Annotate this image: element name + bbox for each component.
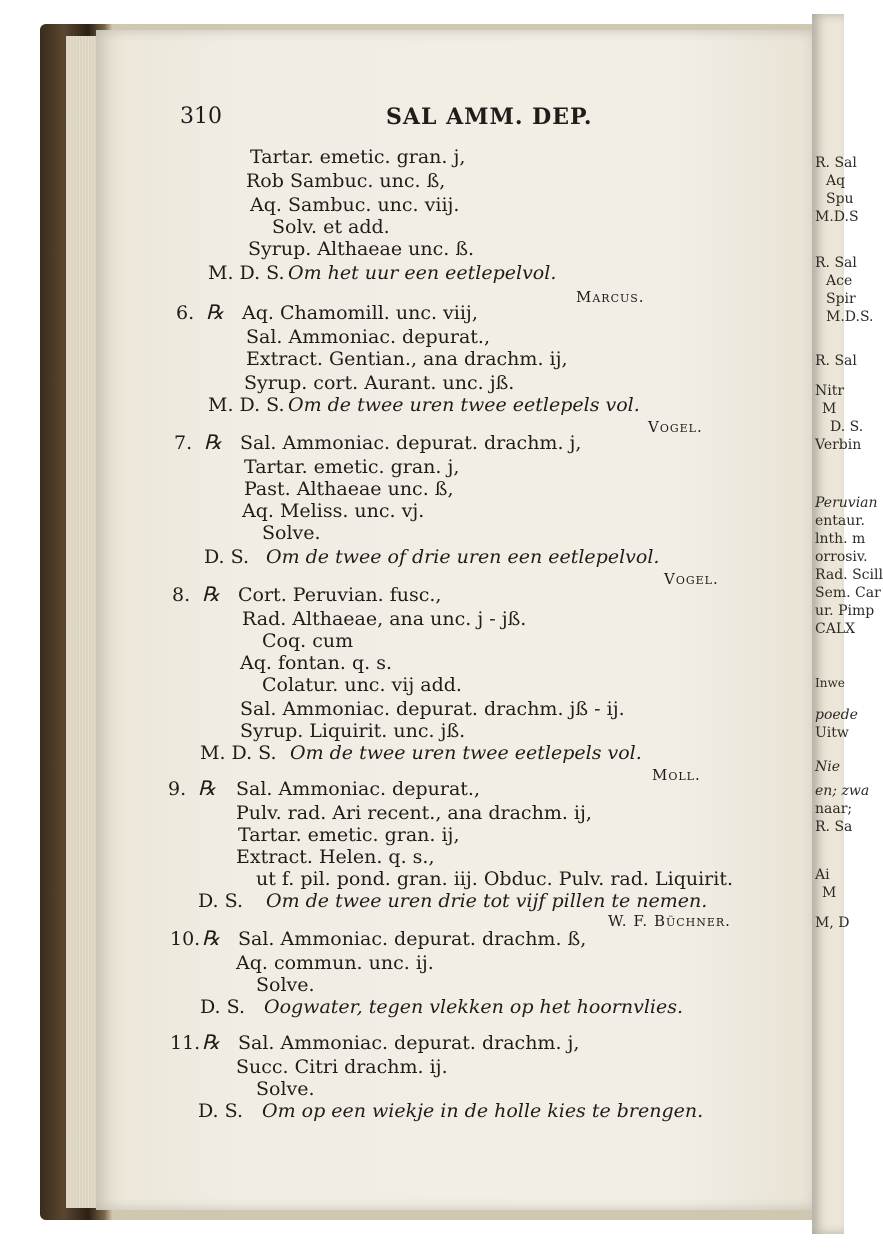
recipe-number: 9. (168, 778, 187, 800)
instruction-line: Om de twee uren twee eetlepels vol. (290, 742, 642, 764)
recipe-symbol: ℞ (202, 582, 220, 606)
next-page-text: Spu (826, 191, 854, 207)
recipe-line: Succ. Citri drachm. ij. (236, 1056, 448, 1078)
recipe-line: Extract. Gentian., ana drachm. ij, (246, 348, 568, 370)
recipe-number: 8. (172, 584, 191, 606)
next-page-text: orrosiv. (815, 549, 868, 565)
next-page-text: D. S. (830, 419, 864, 435)
next-page-text: lnth. m (815, 531, 866, 547)
recipe-symbol: ℞ (204, 430, 222, 454)
recipe-line: Sal. Ammoniac. depurat., (246, 326, 490, 348)
recipe-number: 7. (174, 432, 193, 454)
recipe-number: 11. (170, 1032, 201, 1054)
next-page-text: Nitr (815, 383, 845, 399)
next-page-text: Spir (826, 291, 856, 307)
recipe-line: Aq. Chamomill. unc. viij, (242, 302, 478, 324)
next-page-text: en; zwa (815, 783, 870, 799)
recipe-line: Tartar. emetic. gran. ij, (238, 824, 460, 846)
next-page-edge (812, 14, 883, 1234)
signature-abbrev: D. S. (204, 546, 250, 568)
next-page-text: ur. Pimp (815, 603, 875, 619)
instruction-line: Oogwater, tegen vlekken op het hoornvlies. (264, 996, 684, 1018)
next-page-text: Inwe (815, 676, 845, 690)
next-page-text: Uitw (815, 725, 849, 741)
next-page-text: R. Sa (815, 819, 853, 835)
next-page-text: Ace (826, 273, 853, 289)
recipe-line: Tartar. emetic. gran. j, (244, 456, 460, 478)
instruction-line: Om het uur een eetlepelvol. (288, 262, 557, 284)
recipe-line: Pulv. rad. Ari recent., ana drachm. ij, (236, 802, 592, 824)
recipe-line: Rad. Althaeae, ana unc. j - jß. (242, 608, 527, 630)
next-page-text: entaur. (815, 513, 865, 529)
next-page-text: R. Sal (815, 255, 857, 271)
signature-abbrev: D. S. (198, 1100, 244, 1122)
page-edges (66, 36, 98, 1208)
next-page-text: Ai (815, 867, 830, 883)
instruction-line: Om op een wiekje in de holle kies te brengen. (262, 1100, 704, 1122)
recipe-line: Aq. Meliss. unc. vj. (242, 500, 425, 522)
next-page-text: M (822, 401, 837, 417)
recipe-symbol: ℞ (198, 776, 216, 800)
recipe-line: Tartar. emetic. gran. j, (250, 146, 466, 168)
next-page-text: poede (815, 707, 858, 723)
next-page-text: R. Sal (815, 353, 857, 369)
recipe-symbol: ℞ (206, 300, 224, 324)
recipe-line: Aq. fontan. q. s. (240, 652, 392, 674)
recipe-line: Solve. (256, 974, 315, 996)
next-page-text: R. Sal (815, 155, 857, 171)
recipe-line: Sal. Ammoniac. depurat. drachm. ß, (238, 928, 587, 950)
next-page-text: Peruvian (815, 495, 878, 511)
recipe-line: Colatur. unc. vij add. (262, 674, 462, 696)
recipe-line: Syrup. cort. Aurant. unc. jß. (244, 372, 515, 394)
instruction-line: Om de twee uren drie tot vijf pillen te nemen. (266, 890, 708, 912)
next-page-text: Sem. Car (815, 585, 881, 601)
signature-abbrev: M. D. S. (200, 742, 277, 764)
recipe-line: Syrup. Liquirit. unc. jß. (240, 720, 466, 742)
next-page-text: Verbin (815, 437, 862, 453)
recipe-symbol: ℞ (202, 1030, 220, 1054)
signature-abbrev: M. D. S. (208, 394, 285, 416)
author-credit: W. F. Büchner. (608, 912, 731, 930)
instruction-line: Om de twee uren twee eetlepels vol. (288, 394, 640, 416)
recipe-line: Sal. Ammoniac. depurat. drachm. j, (240, 432, 582, 454)
recipe-line: Syrup. Althaeae unc. ß. (248, 238, 475, 260)
recipe-line: ut f. pil. pond. gran. iij. Obduc. Pulv. rad. Liquirit. (256, 868, 734, 890)
signature-abbrev: D. S. (200, 996, 246, 1018)
signature-abbrev: D. S. (198, 890, 244, 912)
next-page-text: naar; (815, 801, 853, 817)
instruction-line: Om de twee of drie uren een eetlepelvol. (266, 546, 660, 568)
next-page-text: M.D.S. (826, 309, 874, 325)
recipe-line: Sal. Ammoniac. depurat. drachm. jß - ij. (240, 698, 625, 720)
next-page-text: M.D.S (815, 209, 859, 225)
next-page-text: Rad. Scill (815, 567, 883, 583)
recipe-line: Solve. (256, 1078, 315, 1100)
recipe-number: 6. (176, 302, 195, 324)
next-page-text: M, D (815, 915, 850, 931)
recipe-line: Solve. (262, 522, 321, 544)
next-page-text: CALX (815, 621, 856, 637)
recipe-line: Rob Sambuc. unc. ß, (246, 170, 446, 192)
signature-abbrev: M. D. S. (208, 262, 285, 284)
recipe-number: 10. (170, 928, 201, 950)
author-credit: Vogel. (648, 418, 703, 436)
next-page-text: M (822, 885, 837, 901)
recipe-line: Sal. Ammoniac. depurat., (236, 778, 480, 800)
author-credit: Vogel. (664, 570, 719, 588)
recipe-line: Past. Althaeae unc. ß, (244, 478, 454, 500)
recipe-line: Aq. Sambuc. unc. viij. (250, 194, 460, 216)
recipe-line: Extract. Helen. q. s., (236, 846, 435, 868)
recipe-symbol: ℞ (202, 926, 220, 950)
author-credit: Moll. (652, 766, 701, 784)
next-page-text: Nie (815, 759, 841, 775)
recipe-line: Aq. commun. unc. ij. (236, 952, 434, 974)
next-page-text: Aq (826, 173, 846, 189)
recipe-line: Coq. cum (262, 630, 354, 652)
page-header (180, 104, 740, 134)
recipe-line: Solv. et add. (272, 216, 390, 238)
author-credit: Marcus. (576, 288, 645, 306)
running-head: SAL AMM. DEP. (386, 104, 593, 130)
recipe-line: Cort. Peruvian. fusc., (238, 584, 442, 606)
page-number: 310 (180, 104, 222, 129)
recipe-line: Sal. Ammoniac. depurat. drachm. j, (238, 1032, 580, 1054)
